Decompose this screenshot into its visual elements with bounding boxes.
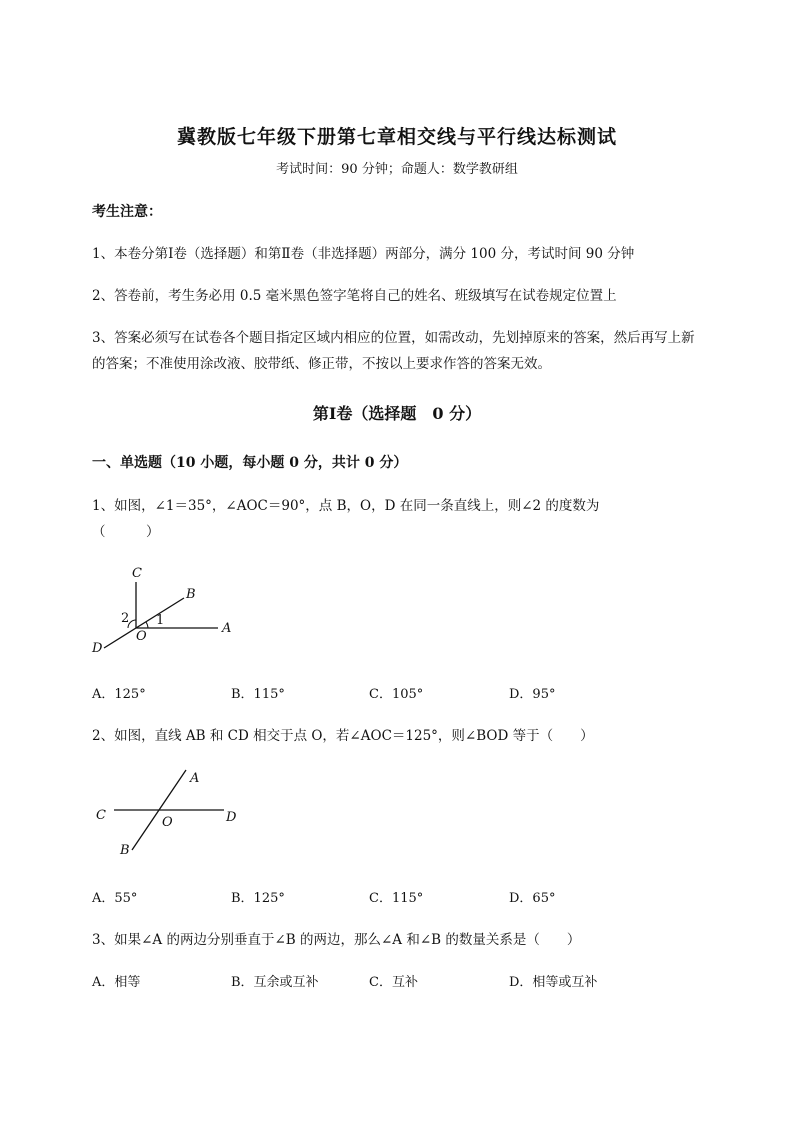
question-1-stem: 1、如图，∠1＝35°，∠AOC＝90°，点 B，O，D 在同一条直线上，则∠2 的度数为 [92,498,600,514]
question-1-option-d: D．95° [509,687,556,702]
label-d: D [226,810,237,825]
note-item-continued: 的答案；不准使用涂改液、胶带纸、修正带，不按以上要求作答的答案无效。 [92,356,551,372]
note-item: 2、答卷前，考生务必用 0.5 毫米黑色签字笔将自己的姓名、班级填写在试卷规定位置上 [92,288,617,304]
notes-heading: 考生注意： [92,204,162,220]
note-item: 1、本卷分第Ⅰ卷（选择题）和第Ⅱ卷（非选择题）两部分，满分 100 分，考试时间 90 分钟 [92,246,635,262]
part-heading: 一、单选题（10 小题，每小题 0 分，共计 0 分） [92,455,408,471]
label-a: A [222,621,232,636]
question-2-option-b: B．125° [231,891,285,906]
label-b: B [120,843,130,858]
document-title: 冀教版七年级下册第七章相交线与平行线达标测试 [176,126,617,148]
exam-info: 考试时间：90 分钟；命题人：数学教研组 [276,162,518,177]
label-o: O [136,629,147,644]
question-2-option-c: C．115° [369,891,424,906]
label-c: C [132,566,142,581]
label-c: C [96,808,106,823]
question-2-option-d: D．65° [509,891,556,906]
label-b: B [186,587,196,602]
question-3-option-d: D．相等或互补 [509,975,598,990]
question-3-stem: 3、如果∠A 的两边分别垂直于∠B 的两边，那么∠A 和∠B 的数量关系是（ ） [92,932,581,948]
note-item: 3、答案必须写在试卷各个题目指定区域内相应的位置，如需改动，先划掉原来的答案，然后再写上新 [92,330,695,346]
label-d: D [92,641,103,656]
question-1-option-b: B．115° [231,687,285,702]
label-a: A [190,771,200,786]
angle-1-arc [146,622,148,628]
question-3-option-a: A．相等 [92,975,141,990]
question-1-answer-blank: （ ） [92,524,160,540]
question-1-option-a: A．125° [92,687,146,702]
label-angle-1: 1 [156,613,165,628]
question-2-figure [88,766,248,862]
question-1-figure [88,560,248,660]
section-title: 第Ⅰ卷（选择题 0 分） [312,404,482,423]
question-3-option-c: C．互补 [369,975,418,990]
label-angle-2: 2 [121,611,130,626]
question-3-option-b: B．互余或互补 [231,975,319,990]
question-2-stem: 2、如图，直线 AB 和 CD 相交于点 O，若∠AOC＝125°，则∠BOD 等于（ ） [92,728,594,744]
label-o: O [162,815,173,830]
question-1-option-c: C．105° [369,687,424,702]
question-2-option-a: A．55° [92,891,138,906]
